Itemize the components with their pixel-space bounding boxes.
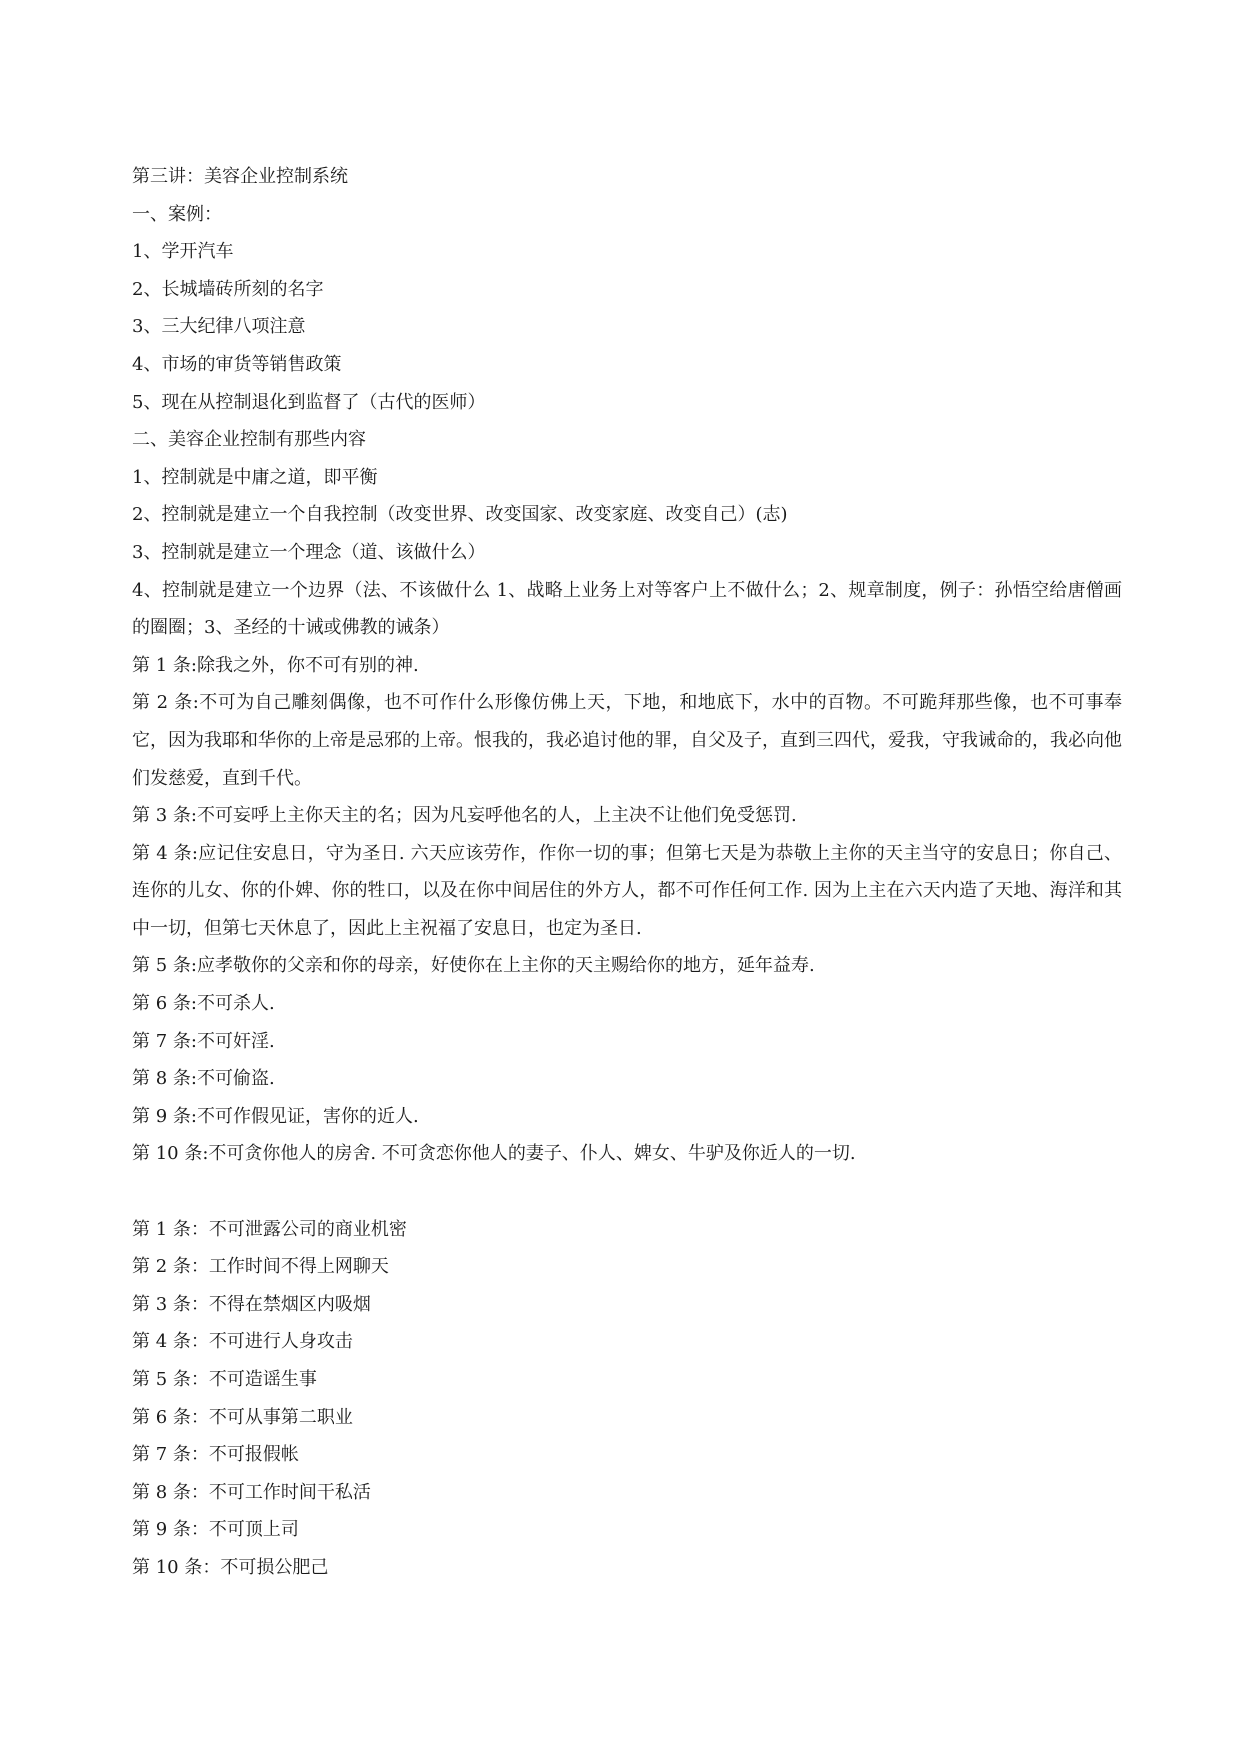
commandment-item: 第 2 条:不可为自己雕刻偶像，也不可作什么形像仿佛上天，下地，和地底下，水中的百物。不可跪拜那些像，也不可事奉它，因为我耶和华你的上帝是忌邪的上帝。恨我的，我必追讨他的罪，自父及子，直到三四代，爱我，守我诫命的，我必向他们发慈爱，直到千代。 (132, 692, 1122, 789)
blank-line (132, 1173, 1122, 1211)
commandment-item: 第 3 条:不可妄呼上主你天主的名；因为凡妄呼他名的人，上主决不让他们免受惩罚. (132, 805, 797, 827)
section-heading-control-contents: 二、美容企业控制有那些内容 (132, 429, 366, 451)
commandment-item: 第 6 条:不可杀人. (132, 993, 275, 1015)
control-item: 3、控制就是建立一个理念（道、该做什么） (132, 541, 486, 563)
control-item: 4、控制就是建立一个边界（法、不该做什么 1、战略上业务上对等客户上不做什么；2、规章制度，例子：孙悟空给唐僧画的圈圈；3、圣经的十诫或佛教的诫条） (132, 579, 1122, 639)
company-rule-item: 第 10 条：不可损公肥己 (132, 1556, 329, 1578)
control-item: 1、控制就是中庸之道，即平衡 (132, 466, 378, 488)
case-item: 5、现在从控制退化到监督了（古代的医师） (132, 391, 486, 413)
section-heading-cases: 一、案例： (132, 203, 222, 225)
document-title: 第三讲：美容企业控制系统 (132, 166, 348, 187)
commandment-item: 第 9 条:不可作假见证，害你的近人. (132, 1105, 419, 1127)
company-rule-item: 第 3 条：不得在禁烟区内吸烟 (132, 1293, 371, 1315)
company-rule-item: 第 8 条：不可工作时间干私活 (132, 1481, 371, 1503)
company-rule-item: 第 4 条：不可进行人身攻击 (132, 1331, 353, 1353)
commandment-item: 第 8 条:不可偷盗. (132, 1068, 275, 1090)
control-item: 2、控制就是建立一个自我控制（改变世界、改变国家、改变家庭、改变自己）(志) (132, 504, 788, 526)
commandment-item: 第 4 条:应记住安息日，守为圣日. 六天应该劳作，作你一切的事；但第七天是为恭敬上主你的天主当守的安息日；你自己、连你的儿女、你的仆婢、你的牲口，以及在你中间居住的外方人，都不可作任何工作. 因为上主在六天内造了天地、海洋和其中一切，但第七天休息了，因此上主祝福了安息日，也定为圣日. (132, 842, 1122, 939)
commandment-item: 第 5 条:应孝敬你的父亲和你的母亲，好使你在上主你的天主赐给你的地方，延年益寿. (132, 955, 815, 977)
company-rule-item: 第 2 条：工作时间不得上网聊天 (132, 1256, 389, 1278)
company-rule-item: 第 1 条：不可泄露公司的商业机密 (132, 1218, 407, 1240)
case-item: 1、学开汽车 (132, 241, 234, 263)
commandment-item: 第 10 条:不可贪你他人的房舍. 不可贪恋你他人的妻子、仆人、婢女、牛驴及你近人的一切. (132, 1143, 856, 1165)
document-body (132, 158, 1122, 1587)
company-rule-item: 第 6 条：不可从事第二职业 (132, 1406, 353, 1428)
case-item: 3、三大纪律八项注意 (132, 316, 306, 338)
commandment-item: 第 1 条:除我之外，你不可有别的神. (132, 654, 419, 676)
case-item: 4、市场的审货等销售政策 (132, 353, 342, 375)
company-rule-item: 第 7 条：不可报假帐 (132, 1444, 299, 1466)
company-rule-item: 第 5 条：不可造谣生事 (132, 1369, 317, 1390)
case-item: 2、长城墙砖所刻的名字 (132, 278, 324, 300)
company-rule-item: 第 9 条：不可顶上司 (132, 1519, 299, 1541)
commandment-item: 第 7 条:不可奸淫. (132, 1030, 275, 1052)
